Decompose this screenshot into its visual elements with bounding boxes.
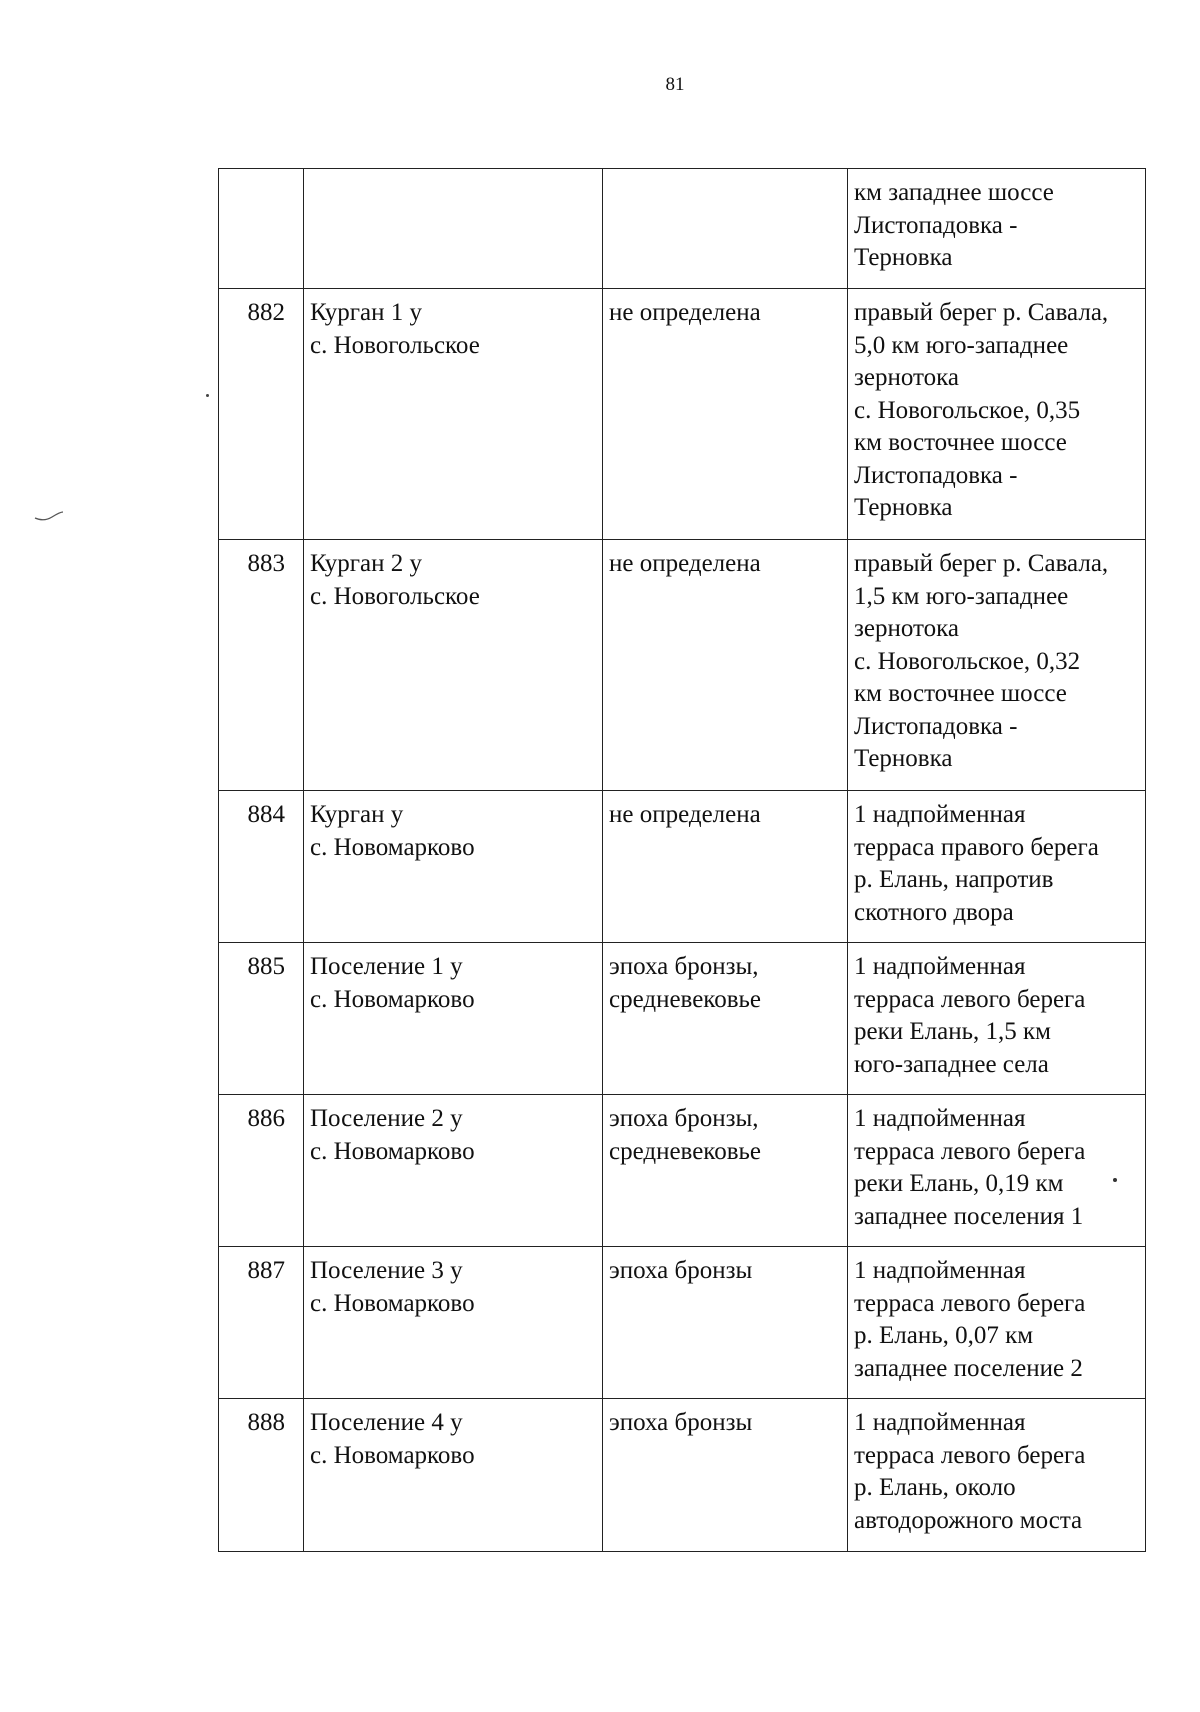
page-number: 81	[665, 74, 685, 95]
table-row	[219, 1399, 1146, 1552]
row-number: 888	[219, 1399, 304, 1552]
monument-location: 1 надпойменная терраса левого берега реки Елань, 0,19 км западнее поселения 1	[848, 1095, 1146, 1247]
monument-dating	[603, 169, 848, 289]
row-number: 885	[219, 943, 304, 1095]
monument-name: Курган у с. Новомарково	[304, 791, 603, 943]
monument-name: Поселение 4 у с. Новомарково	[304, 1399, 603, 1552]
monument-location: 1 надпойменная терраса левого берега р. Елань, около автодорожного моста	[848, 1399, 1146, 1552]
monument-dating: не определена	[603, 289, 848, 540]
monument-location: км западнее шоссе Листопадовка - Терновка	[848, 169, 1146, 289]
monument-location: 1 надпойменная терраса правого берега р. Елань, напротив скотного двора	[848, 791, 1146, 943]
monument-dating: не определена	[603, 791, 848, 943]
table-row	[219, 1247, 1146, 1399]
monument-name: Поселение 3 у с. Новомарково	[304, 1247, 603, 1399]
table-row	[219, 540, 1146, 791]
monument-location: 1 надпойменная терраса левого берега реки Елань, 1,5 км юго-западнее села	[848, 943, 1146, 1095]
table-row	[219, 169, 1146, 289]
scan-mark	[34, 510, 64, 522]
table-row	[219, 1095, 1146, 1247]
monument-dating: эпоха бронзы, средневековье	[603, 943, 848, 1095]
monument-name: Курган 2 у с. Новогольское	[304, 540, 603, 791]
monument-location: правый берег р. Савала, 1,5 км юго-западнее зернотока с. Новогольское, 0,32 км восточнее шоссе Листопадовка - Терновка	[848, 540, 1146, 791]
monument-location: 1 надпойменная терраса левого берега р. Елань, 0,07 км западнее поселение 2	[848, 1247, 1146, 1399]
row-number: 887	[219, 1247, 304, 1399]
table-row	[219, 791, 1146, 943]
monuments-table	[218, 168, 1146, 1552]
table-row	[219, 289, 1146, 540]
monument-name: Поселение 2 у с. Новомарково	[304, 1095, 603, 1247]
row-number: 883	[219, 540, 304, 791]
monument-name: Курган 1 у с. Новогольское	[304, 289, 603, 540]
monument-name	[304, 169, 603, 289]
monument-location: правый берег р. Савала, 5,0 км юго-западнее зернотока с. Новогольское, 0,35 км восточнее шоссе Листопадовка - Терновка	[848, 289, 1146, 540]
row-number: 884	[219, 791, 304, 943]
monument-dating: эпоха бронзы	[603, 1247, 848, 1399]
row-number	[219, 169, 304, 289]
monument-dating: эпоха бронзы	[603, 1399, 848, 1552]
scan-speck	[206, 394, 209, 397]
monument-dating: эпоха бронзы, средневековье	[603, 1095, 848, 1247]
row-number: 882	[219, 289, 304, 540]
monument-name: Поселение 1 у с. Новомарково	[304, 943, 603, 1095]
monument-dating: не определена	[603, 540, 848, 791]
table-row	[219, 943, 1146, 1095]
row-number: 886	[219, 1095, 304, 1247]
